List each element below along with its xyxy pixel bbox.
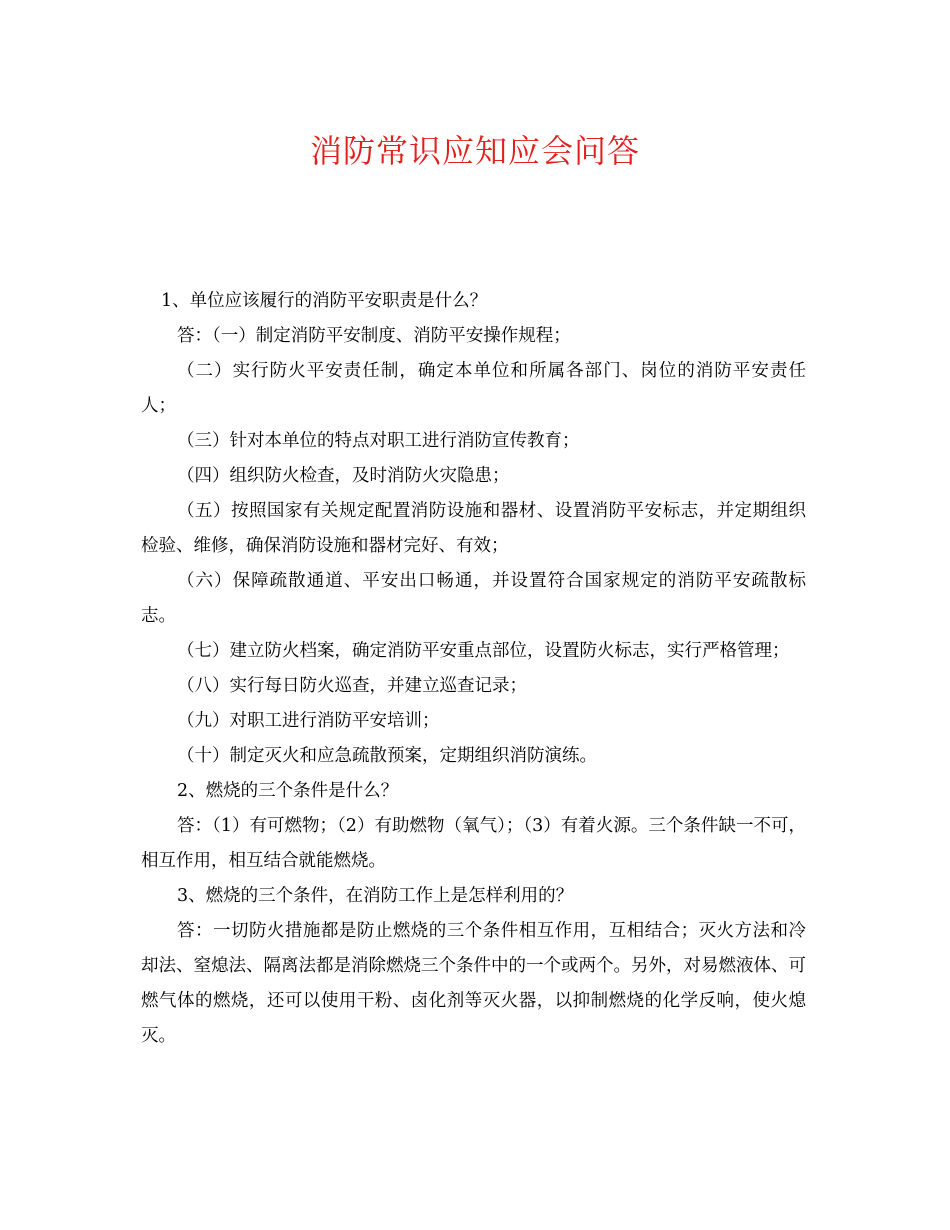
answer-3: 答：一切防火措施都是防止燃烧的三个条件相互作用，互相结合；灭火方法和冷却法、窒熄法、隔离法都是消除燃烧三个条件中的一个或两个。另外，对易燃液体、可燃气体的燃烧，还可以使用干粉、卤化剂等灭火器，以抑制燃烧的化学反响，使火熄灭。 [141, 921, 806, 1046]
answer-1-item-2: （二）实行防火平安责任制，确定本单位和所属各部门、岗位的消防平安责任人； [141, 361, 806, 416]
answer-1-item-8: （八）实行每日防火巡查，并建立巡查记录； [177, 676, 527, 696]
answer-1-item-6: （六）保障疏散通道、平安出口畅通，并设置符合国家规定的消防平安疏散标志。 [141, 571, 806, 626]
answer-1-item-10: （十）制定灭火和应急疏散预案，定期组织消防演练。 [177, 746, 597, 766]
question-1: 1、单位应该履行的消防平安职责是什么？ [161, 291, 488, 311]
question-2: 2、燃烧的三个条件是什么？ [177, 781, 399, 801]
answer-1-item-1: 答：（一）制定消防平安制度、消防平安操作规程； [177, 326, 571, 346]
answer-2: 答：（1）有可燃物；（2）有助燃物（氧气）；（3）有着火源。三个条件缺一不可，相互作用，相互结合就能燃烧。 [141, 816, 806, 871]
answer-1-item-5: （五）按照国家有关规定配置消防设施和器材、设置消防平安标志，并定期组织检验、维修，确保消防设施和器材完好、有效； [141, 501, 806, 556]
answer-1-item-9: （九）对职工进行消防平安培训； [177, 711, 440, 731]
answer-1-item-3: （三）针对本单位的特点对职工进行消防宣传教育； [177, 431, 580, 451]
answer-1-item-7: （七）建立防火档案，确定消防平安重点部位，设置防火标志，实行严格管理； [177, 641, 790, 661]
document-body [141, 284, 806, 1054]
question-3: 3、燃烧的三个条件，在消防工作上是怎样利用的？ [177, 886, 574, 906]
document-title: 消防常识应知应会问答 [309, 132, 640, 170]
answer-1-item-4: （四）组织防火检查，及时消防火灾隐患； [177, 466, 510, 486]
